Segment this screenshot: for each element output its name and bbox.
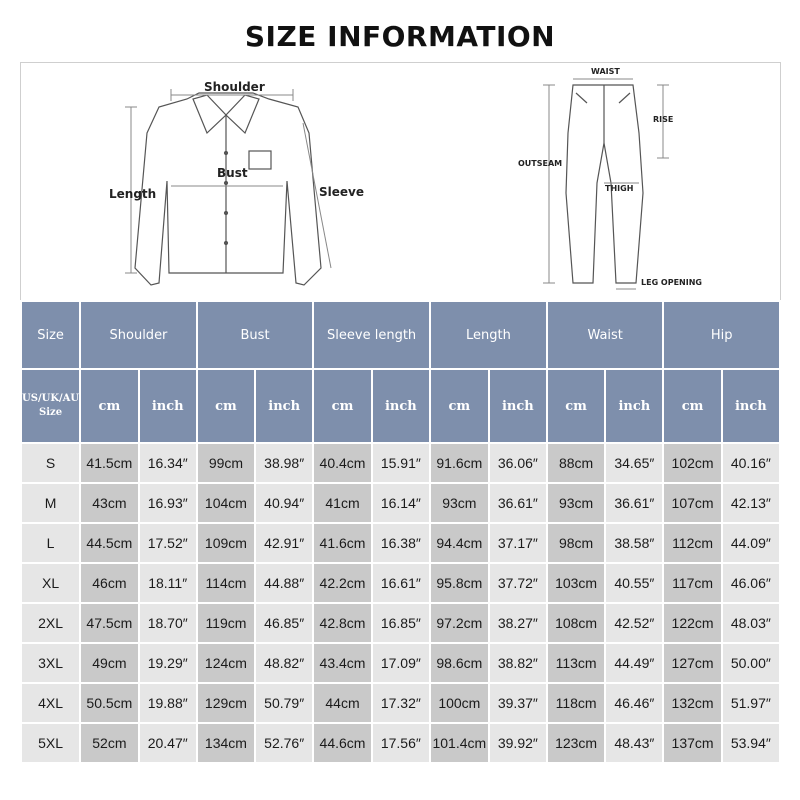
cm-value-cell: 46cm [81,564,137,602]
cm-value-cell: 40.4cm [314,444,370,482]
inch-value-cell: 39.92″ [490,724,546,762]
unit-inch: inch [723,370,779,442]
cm-value-cell: 44.5cm [81,524,137,562]
col-header-waist: Waist [548,302,662,368]
table-row [22,444,779,482]
outseam-label: OUTSEAM [518,159,563,168]
unit-inch: inch [256,370,312,442]
inch-value-cell: 46.46″ [606,684,662,722]
cm-value-cell: 95.8cm [431,564,488,602]
sleeve-label: Sleeve [319,185,364,199]
cm-value-cell: 43.4cm [314,644,370,682]
cm-value-cell: 42.8cm [314,604,370,642]
inch-value-cell: 46.06″ [723,564,779,602]
inch-value-cell: 38.58″ [606,524,662,562]
length-label: Length [109,187,157,201]
inch-value-cell: 42.52″ [606,604,662,642]
cm-value-cell: 108cm [548,604,604,642]
waist-label: WAIST [591,67,620,76]
cm-value-cell: 93cm [431,484,488,522]
inch-value-cell: 19.29″ [140,644,196,682]
cm-value-cell: 101.4cm [431,724,488,762]
page-title: SIZE INFORMATION [244,20,556,53]
unit-inch: inch [140,370,196,442]
cm-value-cell: 100cm [431,684,488,722]
inch-value-cell: 18.11″ [140,564,196,602]
inch-value-cell: 51.97″ [723,684,779,722]
cm-value-cell: 122cm [664,604,720,642]
size-table [20,300,781,764]
inch-value-cell: 50.79″ [256,684,312,722]
size-cell: 2XL [22,604,79,642]
inch-value-cell: 36.06″ [490,444,546,482]
cm-value-cell: 114cm [198,564,254,602]
cm-value-cell: 117cm [664,564,720,602]
inch-value-cell: 44.88″ [256,564,312,602]
cm-value-cell: 93cm [548,484,604,522]
inch-value-cell: 39.37″ [490,684,546,722]
table-row [22,644,779,682]
inch-value-cell: 17.56″ [373,724,429,762]
inch-value-cell: 18.70″ [140,604,196,642]
col-header-bust: Bust [198,302,312,368]
size-header: Size [22,302,79,368]
inch-value-cell: 15.91″ [373,444,429,482]
cm-value-cell: 137cm [664,724,720,762]
cm-value-cell: 91.6cm [431,444,488,482]
cm-value-cell: 98.6cm [431,644,488,682]
header-row [22,302,779,368]
size-table-container [20,300,781,784]
col-header-hip: Hip [664,302,779,368]
table-row [22,484,779,522]
size-cell: 5XL [22,724,79,762]
inch-value-cell: 16.14″ [373,484,429,522]
unit-cm: cm [664,370,720,442]
inch-value-cell: 48.82″ [256,644,312,682]
cm-value-cell: 118cm [548,684,604,722]
cm-value-cell: 109cm [198,524,254,562]
unit-cm: cm [548,370,604,442]
table-row [22,604,779,642]
cm-value-cell: 42.2cm [314,564,370,602]
inch-value-cell: 34.65″ [606,444,662,482]
col-header-length: Length [431,302,546,368]
size-cell: 4XL [22,684,79,722]
inch-value-cell: 52.76″ [256,724,312,762]
table-row [22,724,779,762]
shoulder-label: Shoulder [204,80,265,94]
rise-label: RISE [653,115,674,124]
cm-value-cell: 97.2cm [431,604,488,642]
leg-opening-label: LEG OPENING [641,278,702,287]
size-cell: S [22,444,79,482]
cm-value-cell: 44cm [314,684,370,722]
unit-inch: inch [606,370,662,442]
unit-cm: cm [314,370,370,442]
bust-label: Bust [217,166,248,180]
inch-value-cell: 40.55″ [606,564,662,602]
inch-value-cell: 37.17″ [490,524,546,562]
inch-value-cell: 17.09″ [373,644,429,682]
cm-value-cell: 103cm [548,564,604,602]
cm-value-cell: 134cm [198,724,254,762]
cm-value-cell: 113cm [548,644,604,682]
inch-value-cell: 20.47″ [140,724,196,762]
inch-value-cell: 42.91″ [256,524,312,562]
cm-value-cell: 44.6cm [314,724,370,762]
inch-value-cell: 53.94″ [723,724,779,762]
inch-value-cell: 38.27″ [490,604,546,642]
cm-value-cell: 132cm [664,684,720,722]
garment-illustrations [21,63,780,301]
inch-value-cell: 16.61″ [373,564,429,602]
inch-value-cell: 48.43″ [606,724,662,762]
cm-value-cell: 94.4cm [431,524,488,562]
inch-value-cell: 17.32″ [373,684,429,722]
size-cell: XL [22,564,79,602]
table-row [22,524,779,562]
inch-value-cell: 37.72″ [490,564,546,602]
cm-value-cell: 119cm [198,604,254,642]
cm-value-cell: 99cm [198,444,254,482]
cm-value-cell: 41.6cm [314,524,370,562]
cm-value-cell: 47.5cm [81,604,137,642]
cm-value-cell: 107cm [664,484,720,522]
inch-value-cell: 50.00″ [723,644,779,682]
table-row [22,684,779,722]
cm-value-cell: 124cm [198,644,254,682]
size-cell: 3XL [22,644,79,682]
cm-value-cell: 102cm [664,444,720,482]
size-cell: L [22,524,79,562]
inch-value-cell: 46.85″ [256,604,312,642]
unit-cm: cm [81,370,137,442]
cm-value-cell: 49cm [81,644,137,682]
cm-value-cell: 41.5cm [81,444,137,482]
inch-value-cell: 40.16″ [723,444,779,482]
cm-value-cell: 112cm [664,524,720,562]
inch-value-cell: 44.09″ [723,524,779,562]
unit-cm: cm [198,370,254,442]
thigh-label: THIGH [605,184,634,193]
inch-value-cell: 40.94″ [256,484,312,522]
unit-inch: inch [373,370,429,442]
inch-value-cell: 36.61″ [606,484,662,522]
inch-value-cell: 44.49″ [606,644,662,682]
inch-value-cell: 16.93″ [140,484,196,522]
size-system-label-2: Size [39,407,63,418]
inch-value-cell: 48.03″ [723,604,779,642]
cm-value-cell: 88cm [548,444,604,482]
unit-inch: inch [490,370,546,442]
unit-row [22,370,779,442]
inch-value-cell: 19.88″ [140,684,196,722]
col-header-sleeve-length: Sleeve length [314,302,429,368]
inch-value-cell: 36.61″ [490,484,546,522]
inch-value-cell: 16.34″ [140,444,196,482]
cm-value-cell: 41cm [314,484,370,522]
inch-value-cell: 17.52″ [140,524,196,562]
size-system-label: US/UK/AU [22,393,80,404]
cm-value-cell: 50.5cm [81,684,137,722]
unit-cm: cm [431,370,488,442]
measurement-diagram [20,62,781,302]
cm-value-cell: 127cm [664,644,720,682]
inch-value-cell: 16.38″ [373,524,429,562]
cm-value-cell: 52cm [81,724,137,762]
cm-value-cell: 98cm [548,524,604,562]
cm-value-cell: 123cm [548,724,604,762]
shirt-illustration [135,93,321,285]
size-system-header [22,370,79,442]
inch-value-cell: 42.13″ [723,484,779,522]
inch-value-cell: 38.98″ [256,444,312,482]
inch-value-cell: 16.85″ [373,604,429,642]
cm-value-cell: 104cm [198,484,254,522]
cm-value-cell: 129cm [198,684,254,722]
table-row [22,564,779,602]
cm-value-cell: 43cm [81,484,137,522]
inch-value-cell: 38.82″ [490,644,546,682]
size-cell: M [22,484,79,522]
col-header-shoulder: Shoulder [81,302,196,368]
